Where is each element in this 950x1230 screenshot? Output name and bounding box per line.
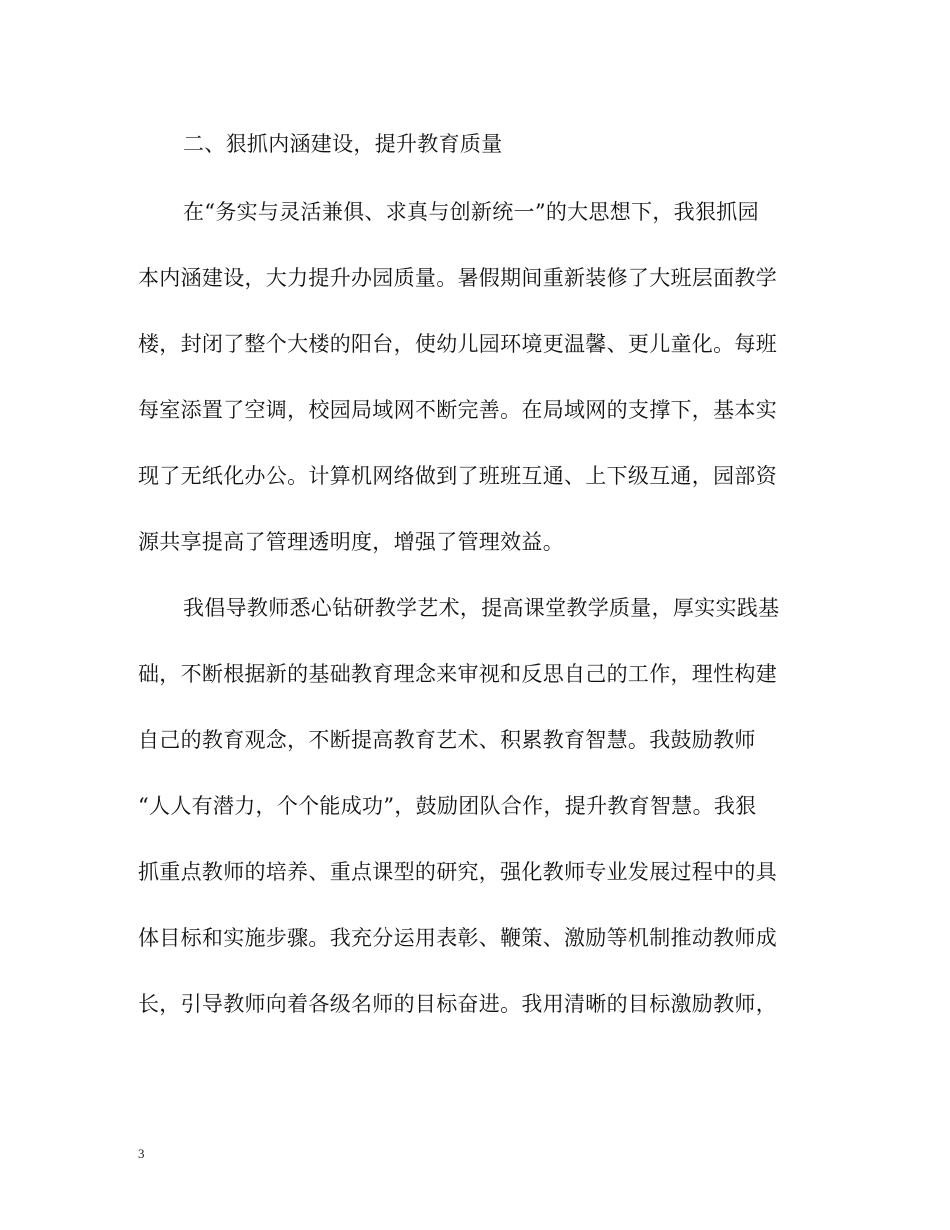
paragraph-line: 抓重点教师的培养、重点课型的研究，强化教师专业发展过程中的具 — [138, 860, 777, 884]
section-heading: 二、狠抓内涵建设，提升教育质量 — [183, 132, 503, 156]
paragraph-line: 楼，封闭了整个大楼的阳台，使幼儿园环境更温馨、更儿童化。每班 — [138, 332, 777, 356]
paragraph-line: 在“务实与灵活兼俱、求真与创新统一”的大思想下，我狠抓园 — [183, 200, 759, 224]
paragraph-line: 础，不断根据新的基础教育理念来审视和反思自己的工作，理性构建 — [138, 662, 777, 686]
paragraph-line: 体目标和实施步骤。我充分运用表彰、鞭策、激励等机制推动教师成 — [138, 926, 777, 950]
paragraph-line: 源共享提高了管理透明度，增强了管理效益。 — [138, 530, 564, 554]
paragraph-line: 本内涵建设，大力提升办园质量。暑假期间重新装修了大班层面教学 — [138, 266, 777, 290]
page-number: 3 — [138, 1146, 145, 1161]
paragraph-line: 每室添置了空调，校园局域网不断完善。在局域网的支撑下，基本实 — [138, 398, 777, 422]
paragraph-line: “人人有潜力，个个能成功”，鼓励团队合作，提升教育智慧。我狠 — [138, 794, 757, 818]
paragraph-line: 自己的教育观念，不断提高教育艺术、积累教育智慧。我鼓励教师 — [138, 728, 756, 752]
paragraph-line: 现了无纸化办公。计算机网络做到了班班互通、上下级互通，园部资 — [138, 464, 777, 488]
paragraph-line: 长，引导教师向着各级名师的目标奋进。我用清晰的目标激励教师， — [138, 992, 777, 1016]
paragraph-line: 我倡导教师悉心钻研教学艺术，提高课堂教学质量，厚实实践基 — [183, 596, 780, 620]
